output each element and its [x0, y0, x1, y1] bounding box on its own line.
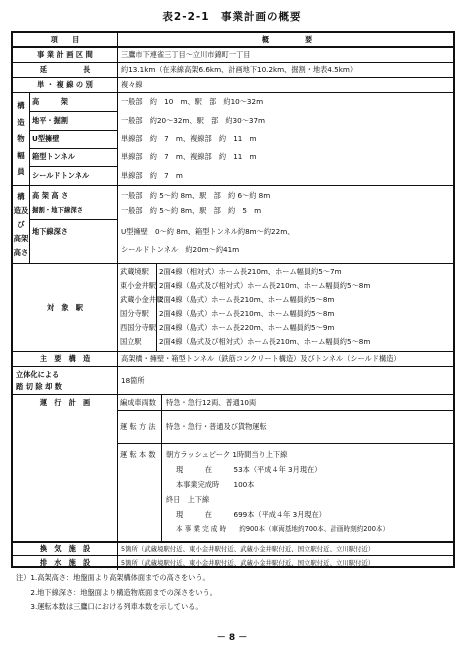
row-operation-plan [13, 394, 453, 541]
page-number: － 8 － [216, 633, 248, 643]
structure-width-value: 単線部 約 7 m [121, 171, 183, 180]
cut-depth-line: 一般部 約 5～約 8m、駅 部 約 5 m [121, 206, 262, 215]
station-desc: 2面4線（島式及び相対式）ホーム長210m、ホーム幅員約5～8m [159, 281, 371, 290]
station-name: 国分寺駅 [120, 309, 149, 318]
structure-type-label: シールドトンネル [32, 171, 90, 180]
structure-width-value: 単線部 約 7 m、複線部 約 11 m [121, 152, 257, 161]
count-line: 終日 上下線 [166, 495, 210, 504]
height-category: 構 造及 び 高架 高さ [13, 186, 30, 263]
note: 3.運転本数は三鷹口における列車本数を示している。 [16, 602, 203, 611]
row-structure-width [13, 92, 453, 185]
station-name: 西国分寺駅 [120, 323, 156, 332]
crossings-value: 18箇所 [121, 375, 145, 385]
underground-depth-line: シールドトンネル 約20m～約41m [121, 245, 240, 254]
header-summary: 概 要 [261, 34, 313, 44]
station-desc: 2面4線（島式及び相対式）ホーム長210m、ホーム幅員約5～8m [159, 337, 371, 346]
row-ventilation [13, 541, 453, 555]
count-line: 本 事 業 完 成 時 約900本（車両基地約700本、計画時刻約200本） [176, 525, 390, 533]
height-values [118, 186, 453, 263]
row-stations [13, 263, 453, 351]
tracks-label: 単 ・ 複 線 の 別 [13, 78, 118, 92]
row-crossings [13, 366, 453, 394]
stations-block [118, 264, 453, 351]
plan-section-label: 事 業 計 画 区 間 [13, 48, 118, 62]
operation-sub-labels [118, 395, 162, 541]
document-title: 表2-2-1 事業計画の概要 [162, 11, 302, 23]
count-line: 朝方ラッシュピーク 1時間当り上下線 [166, 450, 288, 459]
header-item: 項 目 [13, 33, 118, 46]
row-drainage [13, 555, 453, 570]
stations-label: 対 象 駅 [13, 264, 118, 351]
station-desc: 2面4線（島式）ホーム長210m、ホーム幅員約5～8m [159, 295, 335, 304]
structure-width-value: 一般部 約 10 m、駅 部 約10～32m [121, 97, 264, 106]
operation-values [162, 395, 453, 541]
underground-depth-line: U型擁壁 0～約 8m、箱型トンネル約8m～約22m、 [121, 227, 295, 236]
station-name: 国立駅 [120, 337, 142, 346]
length-label: 延 長 [13, 63, 118, 77]
main-structure-label: 主 要 構 造 [13, 352, 118, 366]
structure-width-value: 単線部 約 7 m、複線部 約 11 m [121, 134, 257, 143]
elevated-height-label: 高 架 高 さ [32, 191, 69, 200]
elevated-height-line: 一般部 約 5～約 8m、駅 部 約 6～約 8m [121, 191, 271, 200]
row-main-structure [13, 351, 453, 366]
table-header-row [13, 33, 453, 46]
height-type-labels [30, 186, 118, 263]
structure-category: 構 造 物 幅 員 [13, 93, 30, 185]
note: 2.地下線深さ：地盤面より構造物底面までの深さをいう。 [16, 587, 217, 597]
structure-type-label: 地平・掘割 [32, 116, 68, 125]
note: 注）1.高架高さ：地盤面より高架構体面までの高さをいう。 [16, 573, 210, 582]
operation-label: 運 行 計 画 [13, 395, 118, 541]
station-name: 東小金井駅 [120, 281, 156, 290]
method-value: 特急・急行・普通及び貨物運転 [166, 422, 267, 431]
station-desc: 2面4線（島式）ホーム長210m、ホーム幅員約5～8m [159, 309, 335, 318]
project-plan-table [11, 31, 455, 568]
station-desc: 2面4線（島式）ホーム長220m、ホーム幅員約5～9m [159, 323, 335, 332]
consist-value: 特急・急行12両、普通10両 [166, 398, 257, 407]
length-value: 約13.1km（在来線高架6.6km、計画地下10.2km、掘割・地表4.5km） [121, 65, 358, 75]
station-name: 武蔵境駅 [120, 267, 149, 276]
structure-type-label: 箱型トンネル [32, 152, 75, 161]
row-length [13, 62, 453, 77]
crossings-label: 立体化による 踏 切 除 却 数 [13, 367, 118, 394]
count-line: 現 在 53本（平成４年 3月現在） [176, 465, 322, 474]
row-structure-height [13, 185, 453, 263]
cut-depth-label: 掘割・地下線深さ [32, 206, 84, 214]
station-desc: 2面4線（相対式）ホーム長210m、ホーム幅員約5～7m [159, 267, 342, 276]
count-line: 現 在 699本（平成４年 3月現在） [176, 510, 326, 519]
row-plan-section [13, 46, 453, 62]
plan-section-value: 三鷹市下連雀三丁目～立川市錦町一丁目 [121, 50, 251, 60]
ventilation-value: 5箇所（武蔵境駅付近、東小金井駅付近、武蔵小金井駅付近、国立駅付近、立川駅付近） [121, 544, 375, 553]
drainage-label: 排 水 施 設 [13, 556, 118, 570]
structure-width-value: 一般部 約20～32m、駅 部 約30～37m [121, 116, 266, 125]
table-notes [16, 571, 217, 615]
row-tracks [13, 77, 453, 92]
method-label: 運 転 方 法 [120, 422, 156, 431]
structure-type-label: 高 架 [32, 97, 68, 106]
count-line: 本事業完成時 100本 [176, 480, 255, 489]
structure-type-labels [30, 93, 118, 185]
ventilation-label: 換 気 施 設 [13, 543, 118, 555]
underground-depth-label: 地下線深さ [32, 227, 68, 236]
structure-type-label: U型擁壁 [32, 134, 60, 143]
consist-label: 編成車両数 [120, 398, 156, 407]
main-structure-value: 高架橋・擁壁・箱型トンネル（鉄筋コンクリート構造）及びトンネル（シールド構造） [121, 354, 401, 364]
drainage-value: 5箇所（武蔵境駅付近、東小金井駅付近、武蔵小金井駅付近、国立駅付近、立川駅付近） [121, 558, 375, 567]
count-label: 運 転 本 数 [120, 450, 156, 459]
station-name: 武蔵小金井駅 [120, 295, 164, 304]
tracks-value: 複々線 [121, 80, 143, 90]
station-name-column [118, 264, 164, 351]
structure-width-values [118, 93, 453, 185]
